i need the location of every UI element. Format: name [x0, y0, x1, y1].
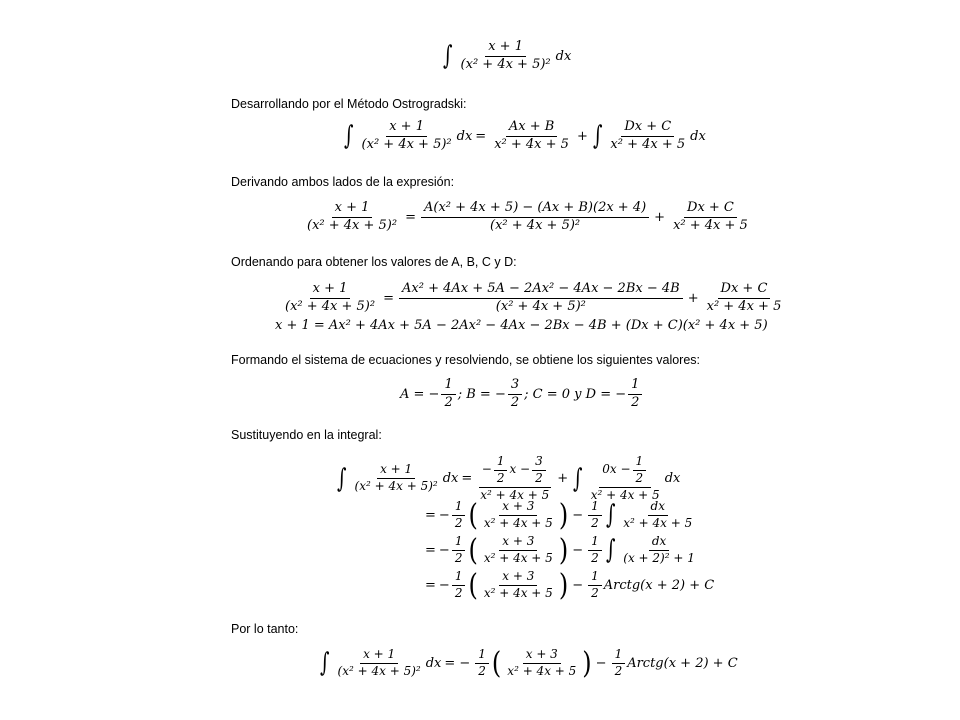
equation-values: A = − $\frac{1}{2}$ ; B = − $\frac{3}{2}$ ; C = 0 y D = − $\frac{1}{2}$ — [400, 378, 644, 411]
fraction: $\frac{x + 1}{\text{(x² + 4x + 5)²}}$ — [460, 39, 551, 72]
equation-ordered: $\frac{x + 1}{\text{(x² + 4x + 5)²}}$ = $\frac{\text{Ax² + 4Ax + 5A − 2Ax² − 4Ax − 2Bx − 4B}}{\text{(x² + 4x + 5)²}}$ + $\frac{Dx + C}{\text{x² + 4x + 5}}$ — [285, 281, 782, 314]
section-text-derivando: Derivando ambos lados de la expresión: — [231, 175, 455, 189]
section-text-sustituyendo: Sustituyendo en la integral: — [231, 428, 382, 442]
section-text-por-lo-tanto: Por lo tanto: — [231, 622, 299, 636]
equation-substitution-3: = − $\frac{1}{2}$ ( $\frac{x + 3}{\text{x² + 4x + 5}}$ ) − $\frac{1}{2}$ ∫ $\frac{dx}{\text{(x + 2)² + 1}}$ — [425, 532, 695, 568]
section-text-ordenando: Ordenando para obtener los valores de A, B, C y D: — [231, 255, 517, 269]
equation-final: ∫ $\frac{x + 1}{\text{(x² + 4x + 5)²}}$ dx = − $\frac{1}{2}$ ( $\frac{x + 3}{\text{x² + 4x + 5}}$ ) − $\frac{1}{2}$ Arctg(x + 2) + C — [320, 645, 738, 681]
section-text-sistema: Formando el sistema de ecuaciones y resolviendo, se obtiene los siguientes valores: — [231, 353, 701, 367]
integral-sign: ∫ — [443, 41, 453, 72]
section-text-ostrogradski: Desarrollando por el Método Ostrogradski: — [231, 97, 467, 111]
equation-substitution-1: ∫ $\frac{x + 1}{\text{(x² + 4x + 5)²}}$ dx = − $\frac{1}{2}$ x − $\frac{3}{2}$ x² + 4x + 5 + ∫ 0x − $\frac{1}{2}$ x² + 4x + 5 dx — [337, 454, 681, 502]
equation-substitution-4: = − $\frac{1}{2}$ ( $\frac{x + 3}{\text{x² + 4x + 5}}$ ) − $\frac{1}{2}$ Arctg(x + 2) + C — [425, 567, 715, 603]
equation-derivative: $\frac{x + 1}{\text{(x² + 4x + 5)²}}$ = $\frac{\text{A(x² + 4x + 5) − (Ax + B)(2x + 4)}}{\text{(x² + 4x + 5)²}}$ + $\frac{Dx + C}{\text{x² + 4x + 5}}$ — [307, 200, 748, 233]
title-integral: ∫ $\frac{x + 1}{\text{(x² + 4x + 5)²}}$ dx — [443, 39, 572, 72]
equation-substitution-2: = − $\frac{1}{2}$ ( $\frac{x + 3}{\text{x² + 4x + 5}}$ ) − $\frac{1}{2}$ ∫ $\frac{dx}{\text{x² + 4x + 5}}$ — [425, 497, 693, 533]
equation-ostrogradski: ∫ $\frac{x + 1}{\text{(x² + 4x + 5)²}}$ dx = $\frac{Ax + B}{\text{x² + 4x + 5}}$ + ∫ $\frac{Dx + C}{\text{x² + 4x + 5}}$ dx — [344, 119, 706, 152]
equation-expanded: x + 1 = Ax² + 4Ax + 5A − 2Ax² − 4Ax − 2Bx − 4B + (Dx + C)(x² + 4x + 5) — [275, 318, 768, 333]
